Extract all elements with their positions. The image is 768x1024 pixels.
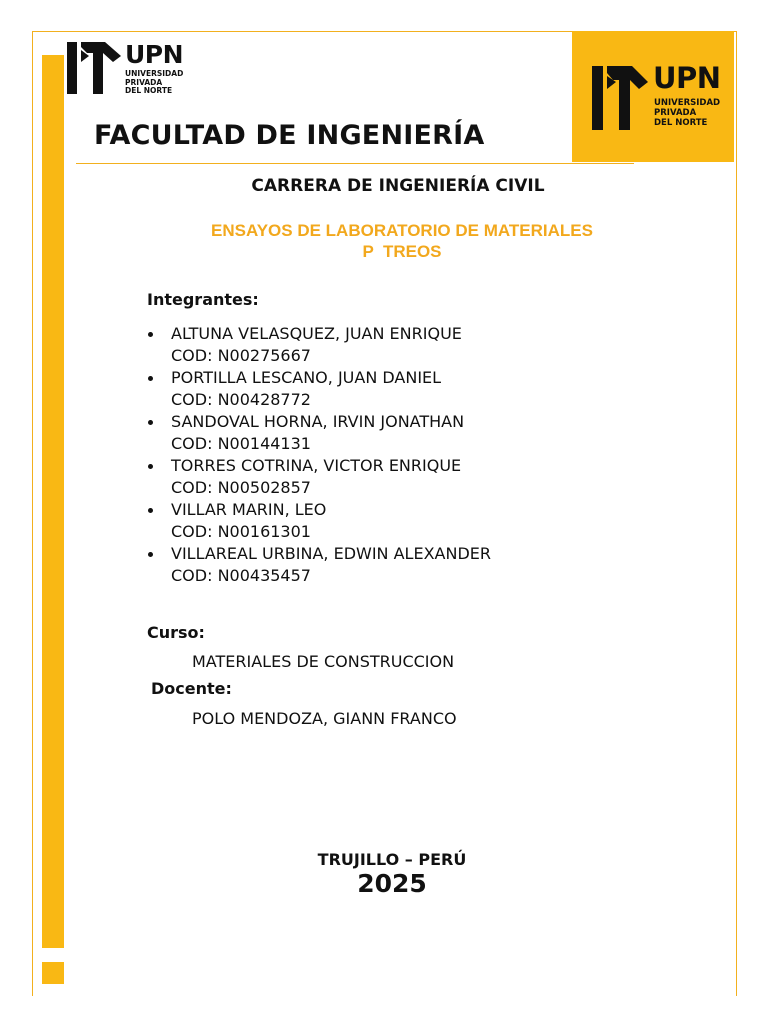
member-code: COD: N00144131 — [171, 434, 311, 453]
logo-block-brand: UPN — [653, 61, 721, 95]
list-item — [146, 323, 491, 367]
upn-logo-block — [572, 31, 734, 162]
city-country: TRUJILLO – PERÚ — [317, 850, 467, 869]
member-code: COD: N00428772 — [171, 390, 311, 409]
member-code: COD: N00502857 — [171, 478, 311, 497]
teacher-label: Docente: — [151, 679, 232, 698]
upn-emblem-icon — [67, 42, 121, 94]
report-title — [0, 220, 768, 262]
member-name: TORRES COTRINA, VICTOR ENRIQUE — [171, 456, 462, 475]
upn-logo-small — [67, 40, 187, 96]
member-code: COD: N00435457 — [171, 566, 311, 585]
course-label: Curso: — [147, 623, 205, 642]
members-list — [146, 323, 491, 587]
member-name: SANDOVAL HORNA, IRVIN JONATHAN — [171, 412, 465, 431]
member-name: PORTILLA LESCANO, JUAN DANIEL — [171, 368, 442, 387]
member-name: VILLAREAL URBINA, EDWIN ALEXANDER — [171, 544, 491, 563]
members-label: Integrantes: — [147, 290, 259, 309]
faculty-divider — [76, 163, 634, 164]
faculty-title: FACULTAD DE INGENIERÍA — [94, 120, 485, 151]
list-item — [146, 455, 491, 499]
list-item — [146, 411, 491, 455]
career-title: CARRERA DE INGENIERÍA CIVIL — [251, 176, 545, 196]
member-name: ALTUNA VELASQUEZ, JUAN ENRIQUE — [171, 324, 462, 343]
report-title-line2: P TREOS — [362, 242, 442, 261]
report-title-line1: ENSAYOS DE LABORATORIO DE MATERIALES — [211, 221, 593, 240]
left-accent-square — [42, 962, 64, 984]
year: 2025 — [357, 869, 427, 898]
logo-subtitle: UNIVERSIDAD PRIVADA DEL NORTE — [125, 69, 184, 95]
list-item — [146, 367, 491, 411]
list-item — [146, 543, 491, 587]
member-name: VILLAR MARIN, LEO — [171, 500, 327, 519]
course-value: MATERIALES DE CONSTRUCCION — [192, 652, 455, 671]
logo-brand: UPN — [125, 40, 184, 69]
logo-block-subtitle: UNIVERSIDAD PRIVADA DEL NORTE — [654, 98, 721, 128]
teacher-value: POLO MENDOZA, GIANN FRANCO — [192, 709, 457, 728]
member-code: COD: N00161301 — [171, 522, 311, 541]
list-item — [146, 499, 491, 543]
upn-emblem-icon — [592, 66, 648, 130]
member-code: COD: N00275667 — [171, 346, 311, 365]
